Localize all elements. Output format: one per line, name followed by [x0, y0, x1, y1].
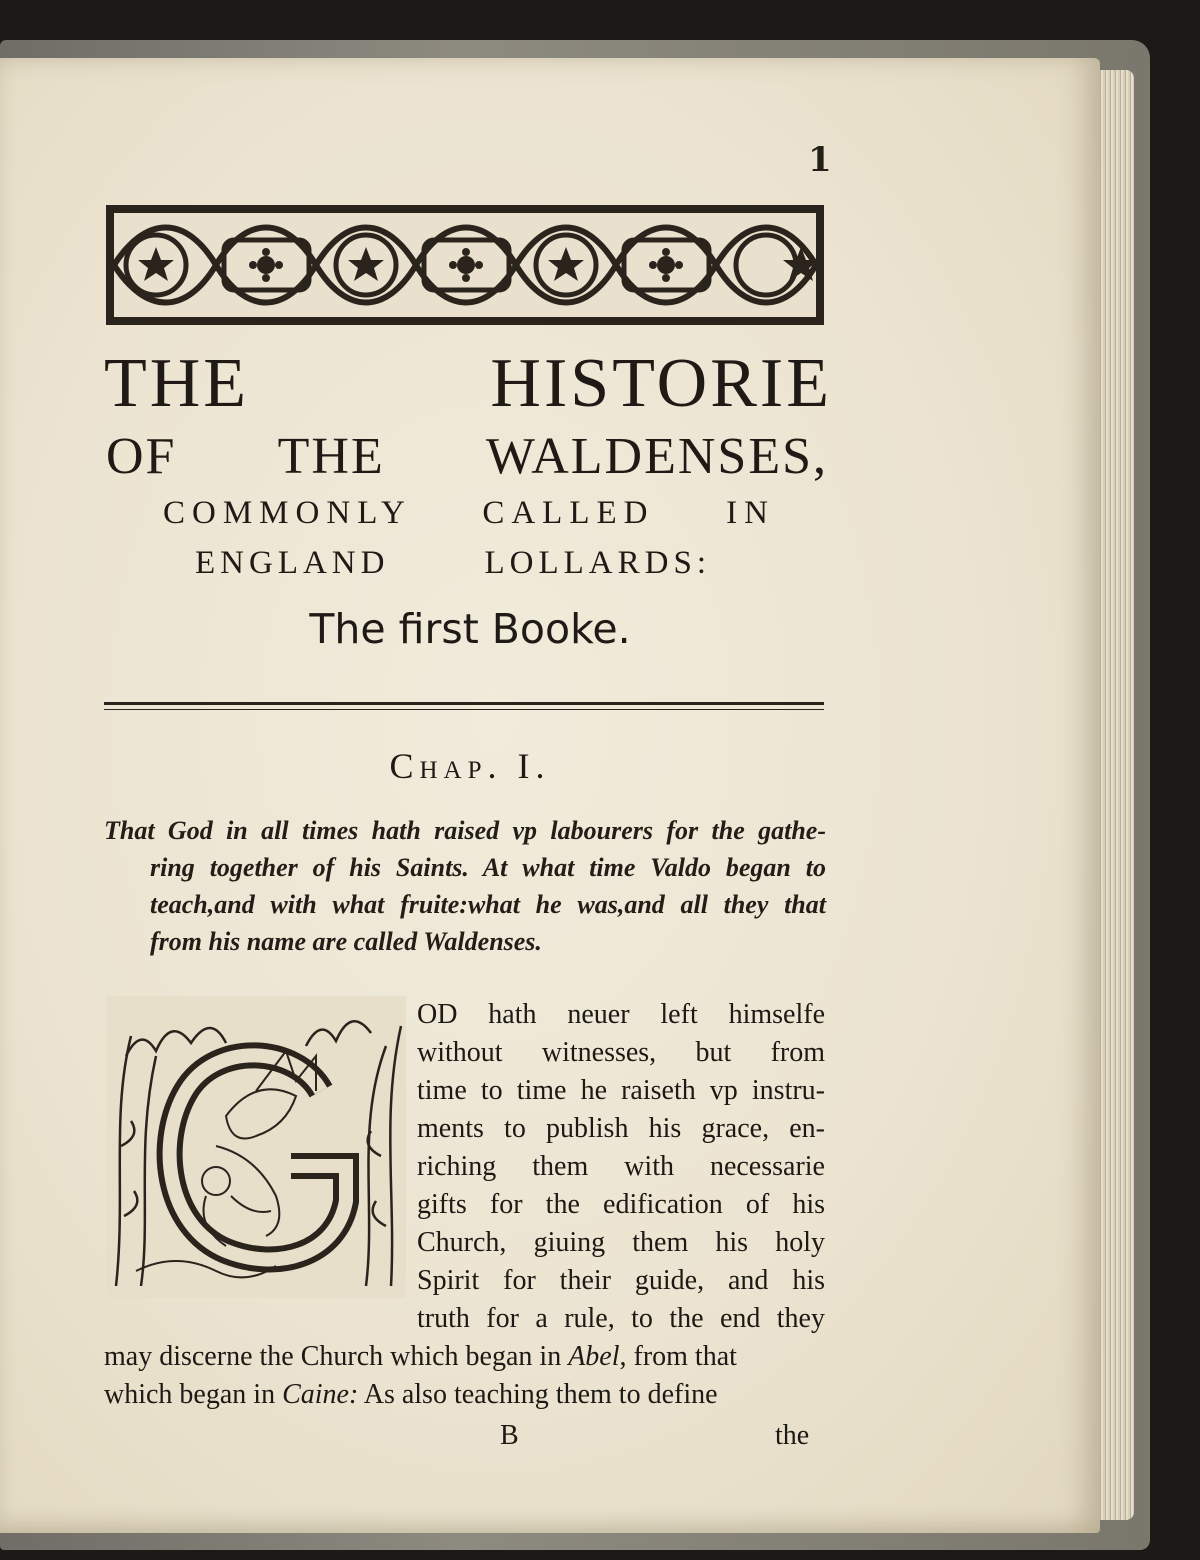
title-line-2: OF THE WALDENSES,: [106, 428, 828, 485]
summary-line: ring together of his Saints. At what time Valdo began to: [150, 853, 826, 882]
body-line-full: [104, 1338, 825, 1376]
summary-line: That God in all times hath raised vp labourers for the gathe-: [104, 816, 826, 845]
double-rule: [104, 700, 824, 718]
body-line: ments to publish his grace, en-: [417, 1113, 825, 1144]
book-label: The first Booke.: [309, 605, 631, 653]
text-span: As also teaching them to define: [358, 1379, 718, 1410]
text-span: which began in: [104, 1379, 283, 1410]
name-abel: Abel: [568, 1341, 620, 1372]
ornamental-headpiece: [106, 205, 824, 325]
catchword: the: [775, 1420, 810, 1451]
body-line-full: [104, 1376, 825, 1414]
chapter-heading: Chap. I.: [389, 746, 551, 786]
text-span: , from that: [619, 1341, 737, 1372]
body-line: time to time he raiseth vp instru-: [417, 1075, 825, 1106]
decorated-initial-g: [106, 996, 406, 1298]
body-line: Church, giuing them his holy: [417, 1227, 825, 1258]
title-line-4: ENGLAND LOLLARDS:: [195, 545, 711, 581]
show-through-texture: [100, 150, 262, 190]
body-line: truth for a rule, to the end they: [417, 1303, 825, 1334]
signature-mark: B: [500, 1420, 519, 1451]
body-line: without witnesses, but from: [417, 1037, 825, 1068]
summary-line: from his name are called Waldenses.: [150, 927, 542, 956]
summary-line: teach,and with what fruite:what he was,and all they that: [150, 890, 826, 919]
title-line-3: COMMONLY CALLED IN: [163, 495, 775, 531]
chapter-summary: [104, 812, 826, 960]
body-line: riching them with necessarie: [417, 1151, 825, 1182]
name-caine: Caine:: [282, 1379, 359, 1410]
body-line: Spirit for their guide, and his: [417, 1265, 825, 1296]
title-line-1: THE HISTORIE: [104, 345, 832, 422]
page-number: 1: [808, 140, 832, 180]
body-line: gifts for the edification of his: [417, 1189, 825, 1220]
body-line: OD hath neuer left himselfe: [417, 999, 825, 1030]
text-span: may discerne the Church which began in: [104, 1341, 569, 1372]
